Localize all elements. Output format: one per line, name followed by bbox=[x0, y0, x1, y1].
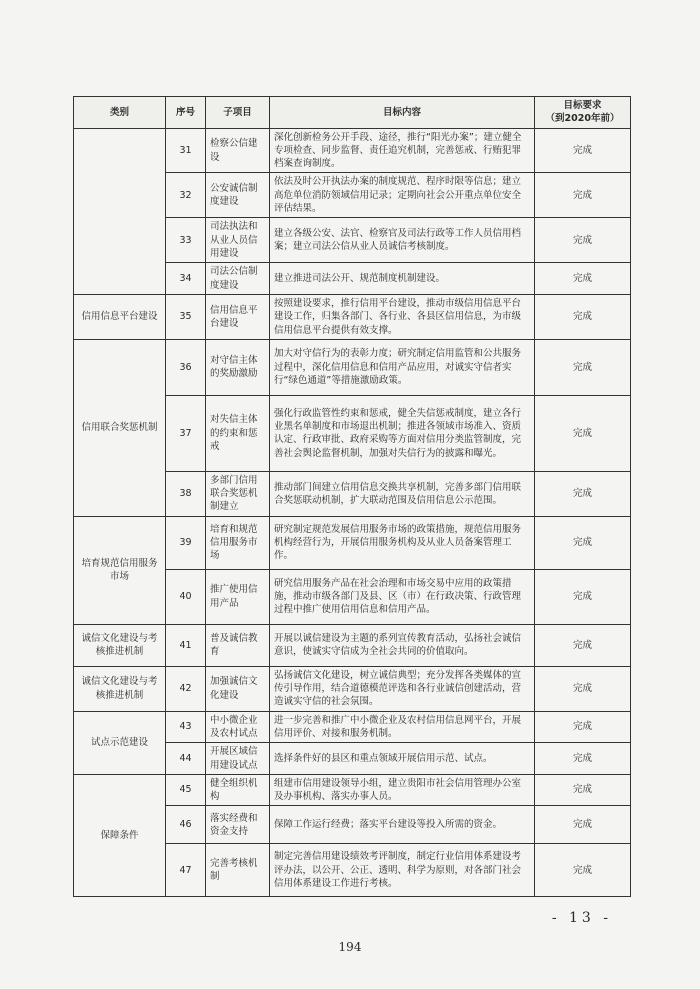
table-row bbox=[74, 711, 631, 743]
row-content: 按照建设要求，推行信用平台建设，推动市级信用信息平台建设工作，归集各部门、各行业、各县区信用信息，为市级信用信息平台提供有效支撑。 bbox=[270, 294, 535, 339]
row-subitem: 对失信主体的约束和惩戒 bbox=[206, 395, 270, 471]
row-subitem: 公安诚信制度建设 bbox=[206, 173, 270, 218]
row-number: 45 bbox=[166, 774, 206, 806]
row-result: 完成 bbox=[535, 173, 631, 218]
row-subitem: 检察公信建设 bbox=[206, 128, 270, 173]
row-number: 35 bbox=[166, 294, 206, 339]
row-content: 依法及时公开执法办案的制度规范、程序时限等信息；建立高危单位消防领域信用记录；定期向社会公开重点单位安全评估结果。 bbox=[270, 173, 535, 218]
row-subitem: 信用信息平台建设 bbox=[206, 294, 270, 339]
table-row bbox=[74, 128, 631, 173]
row-subitem: 培育和规范信用服务市场 bbox=[206, 516, 270, 569]
category-cell bbox=[74, 128, 166, 294]
row-number: 38 bbox=[166, 471, 206, 516]
row-result: 完成 bbox=[535, 806, 631, 844]
row-content: 建立推进司法公开、规范制度机制建设。 bbox=[270, 263, 535, 295]
row-result: 完成 bbox=[535, 263, 631, 295]
row-result: 完成 bbox=[535, 844, 631, 897]
header-content: 目标内容 bbox=[270, 97, 535, 129]
table-row bbox=[74, 516, 631, 569]
row-subitem: 开展区域信用建设试点 bbox=[206, 743, 270, 775]
row-subitem: 完善考核机制 bbox=[206, 844, 270, 897]
header-target: 目标要求 （到2020年前） bbox=[535, 97, 631, 129]
row-content: 强化行政监管性约束和惩戒，健全失信惩戒制度，建立各行业黑名单制度和市场退出机制；推进各领域市场准入、资质认定、行政审批、政府采购等方面对信用分类监管制度，完善社会舆论监督机制，加强对失信行为的披露和曝光。 bbox=[270, 395, 535, 471]
row-content: 弘扬诚信文化建设，树立诚信典型；充分发挥各类媒体的宣传引导作用，结合道德模范评选和各行业诚信创建活动，营造诚实守信的社会氛围。 bbox=[270, 666, 535, 711]
row-number: 32 bbox=[166, 173, 206, 218]
row-result: 完成 bbox=[535, 743, 631, 775]
table-header-row bbox=[74, 97, 631, 129]
goals-table bbox=[73, 96, 631, 897]
category-cell: 试点示范建设 bbox=[74, 711, 166, 774]
row-number: 33 bbox=[166, 218, 206, 263]
row-subitem: 对守信主体的奖励激励 bbox=[206, 339, 270, 395]
row-result: 完成 bbox=[535, 339, 631, 395]
category-cell: 信用联合奖惩机制 bbox=[74, 339, 166, 516]
category-cell: 诚信文化建设与考核推进机制 bbox=[74, 666, 166, 711]
row-content: 组建市信用建设领导小组，建立贵阳市社会信用管理办公室及办事机构、落实办事人员。 bbox=[270, 774, 535, 806]
row-number: 42 bbox=[166, 666, 206, 711]
table-row bbox=[74, 774, 631, 806]
row-content: 研究制定规范发展信用服务市场的政策措施，规范信用服务机构经营行为，开展信用服务机构及从业人员备案管理工作。 bbox=[270, 516, 535, 569]
row-result: 完成 bbox=[535, 624, 631, 666]
row-subitem: 中小微企业及农村试点 bbox=[206, 711, 270, 743]
page-number-bottom: 194 bbox=[338, 940, 362, 954]
row-result: 完成 bbox=[535, 516, 631, 569]
row-subitem: 普及诚信教育 bbox=[206, 624, 270, 666]
row-content: 保障工作运行经费；落实平台建设等投入所需的资金。 bbox=[270, 806, 535, 844]
table-row bbox=[74, 294, 631, 339]
row-result: 完成 bbox=[535, 218, 631, 263]
row-subitem: 落实经费和资金支持 bbox=[206, 806, 270, 844]
category-cell: 诚信文化建设与考核推进机制 bbox=[74, 624, 166, 666]
row-content: 制定完善信用建设绩效考评制度，制定行业信用体系建设考评办法，以公开、公正、透明、科学为原则，对各部门社会信用体系建设工作进行考核。 bbox=[270, 844, 535, 897]
category-cell: 保障条件 bbox=[74, 774, 166, 897]
row-number: 37 bbox=[166, 395, 206, 471]
table-row bbox=[74, 666, 631, 711]
row-result: 完成 bbox=[535, 569, 631, 624]
row-number: 34 bbox=[166, 263, 206, 295]
row-result: 完成 bbox=[535, 774, 631, 806]
header-category: 类别 bbox=[74, 97, 166, 129]
row-number: 39 bbox=[166, 516, 206, 569]
row-number: 36 bbox=[166, 339, 206, 395]
row-result: 完成 bbox=[535, 666, 631, 711]
table-row bbox=[74, 339, 631, 395]
row-number: 40 bbox=[166, 569, 206, 624]
row-result: 完成 bbox=[535, 294, 631, 339]
row-subitem: 司法公信制度建设 bbox=[206, 263, 270, 295]
row-content: 深化创新检务公开手段、途径，推行“阳光办案”；建立健全专项检查、同步监督、责任追究机制，完善惩戒、行贿犯罪档案查询制度。 bbox=[270, 128, 535, 173]
row-content: 进一步完善和推广中小微企业及农村信用信息网平台，开展信用评价、对接和服务机制。 bbox=[270, 711, 535, 743]
row-number: 31 bbox=[166, 128, 206, 173]
row-subitem: 司法执法和从业人员信用建设 bbox=[206, 218, 270, 263]
row-result: 完成 bbox=[535, 128, 631, 173]
row-result: 完成 bbox=[535, 711, 631, 743]
row-number: 47 bbox=[166, 844, 206, 897]
header-subitem: 子项目 bbox=[206, 97, 270, 129]
row-subitem: 多部门信用联合奖惩机制建立 bbox=[206, 471, 270, 516]
row-subitem: 加强诚信文化建设 bbox=[206, 666, 270, 711]
row-content: 开展以诚信建设为主题的系列宣传教育活动，弘扬社会诚信意识，使诚实守信成为全社会共同的价值取向。 bbox=[270, 624, 535, 666]
row-result: 完成 bbox=[535, 395, 631, 471]
category-cell: 信用信息平台建设 bbox=[74, 294, 166, 339]
row-number: 46 bbox=[166, 806, 206, 844]
row-content: 研究信用服务产品在社会治理和市场交易中应用的政策措施，推动市级各部门及县、区（市）在行政决策、行政管理过程中推广使用信用信息和信用产品。 bbox=[270, 569, 535, 624]
row-content: 加大对守信行为的表彰力度；研究制定信用监管和公共服务过程中，深化信用信息和信用产品应用，对诚实守信者实行“绿色通道”等措施激励政策。 bbox=[270, 339, 535, 395]
row-subitem: 健全组织机构 bbox=[206, 774, 270, 806]
row-content: 选择条件好的县区和重点领域开展信用示范、试点。 bbox=[270, 743, 535, 775]
row-number: 43 bbox=[166, 711, 206, 743]
table-row bbox=[74, 624, 631, 666]
header-number: 序号 bbox=[166, 97, 206, 129]
row-content: 推动部门间建立信用信息交换共享机制，完善多部门信用联合奖惩联动机制，扩大联动范围及信用信息公示范围。 bbox=[270, 471, 535, 516]
row-content: 建立各级公安、法官、检察官及司法行政等工作人员信用档案；建立司法公信从业人员诚信考核制度。 bbox=[270, 218, 535, 263]
row-number: 41 bbox=[166, 624, 206, 666]
row-number: 44 bbox=[166, 743, 206, 775]
row-subitem: 推广使用信用产品 bbox=[206, 569, 270, 624]
row-result: 完成 bbox=[535, 471, 631, 516]
category-cell: 培育规范信用服务市场 bbox=[74, 516, 166, 624]
page-number: - 13 - bbox=[551, 910, 612, 926]
